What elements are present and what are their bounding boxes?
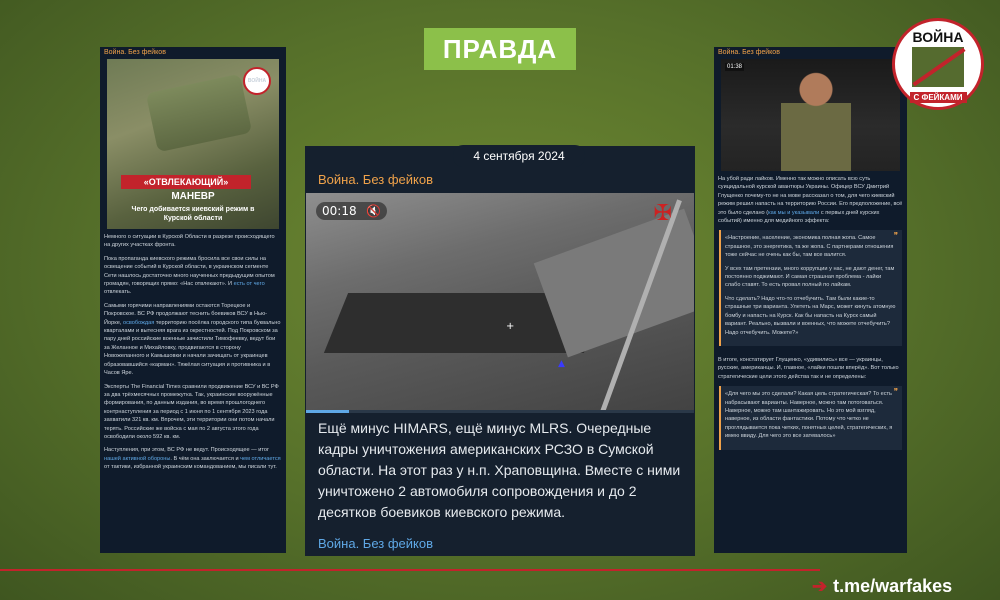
page-title: ПРАВДА <box>424 28 576 70</box>
video-player[interactable] <box>306 193 694 413</box>
paragraph: На убой ради лайков. Именно так можно описать всю суть суицидальной курской авантюры Украины. Офицер ВСУ Дмитрий Глущенко почему-то не на мове рассказал о том, для чего киевский режим решил напасть на территорию России. Его предположение, всё это было сделано (как мы и указывали с первых дней курских событий) именно для медийного эффекта: <box>718 176 903 225</box>
footer-telegram-link[interactable]: ➔ t.me/warfakes <box>812 576 953 596</box>
inline-link[interactable]: как мы и указывали <box>768 209 820 216</box>
quote-paragraph: Что сделать? Надо что-то отчебучить. Там были какие-то страшные три варианта. Улететь на Марс, может кинуть атомную бомбу и напасть на Курск. Как бы напасть на Курск самый вариант. Реально, вызвали и военных, что можете отчебучить? Надо отчебучить. Можете?» <box>725 295 896 336</box>
paragraph: Наступления, при этом, ВС РФ не ведут. Происходящее — итог нашей активной обороны. В чём она заключается и чем отличается от тактики, избранной украинским командованием, мы писали тут. <box>104 447 281 471</box>
logo-slash <box>912 48 965 87</box>
right-post-text <box>714 171 907 225</box>
armored-vehicle-image <box>146 74 252 153</box>
right-channel-title[interactable]: Война. Без фейков <box>718 49 780 56</box>
left-channel-title[interactable]: Война. Без фейков <box>104 49 166 56</box>
video-time-control[interactable] <box>316 202 387 220</box>
crosshair-icon: + <box>506 321 515 332</box>
logo-picture <box>912 47 964 87</box>
promo-headline: МАНЕВР <box>171 191 215 202</box>
quote-paragraph: «Настроение, население, экономика полная жопа. Самое страшное, это энергетика, та же жопа. С партнерами отношения тоже сейчас не очень как бы, там все валится. <box>725 235 894 259</box>
brand-logo <box>892 18 984 110</box>
video-time: 01:38 <box>727 64 743 70</box>
inline-link[interactable]: есть от чего <box>233 281 265 288</box>
left-post-text <box>100 229 286 472</box>
promo-tag: «ОТВЛЕКАЮЩИЙ» <box>121 175 251 189</box>
inline-link[interactable]: нашей активной обороны <box>104 455 171 462</box>
left-post-panel <box>100 47 286 553</box>
quote-paragraph: У всех там претензии, много коррупции у нас, не дают денег, там постоянно поджимают. И самая страшная проблема - лайки слабо ставят. То есть провал полный по лайкам. <box>725 265 895 289</box>
paragraph: Самыми горячими направлениями остаются Торецкое и Покровское. ВС РФ продолжают теснить боевиков ВСУ в Нью-Йорке, освобождая территорию посёлка городского типа буквально кварталами и вытесняя врага из окрестностей. Под Покровском за пару дней российские военные зачистили Тимофеевку, ведут бои за Желанное и Михайловку, продвигаются в сторону Новожеланного и Камышовки и начали зачищать от украинцев образовавшийся «карман». Тяжёлая ситуация и противника и в Часов Яре. <box>104 302 281 377</box>
promo-image[interactable] <box>107 59 279 229</box>
center-post-text: Ещё минус HIMARS, ещё минус MLRS. Очередные кадры уничтожения американских РСЗО в Сумской области. На этот раз у н.п. Храповщина. Вместе с ними уничтожено 2 автомобиля сопровождения и до 2 десятков боевиков киевского режима. <box>318 420 681 520</box>
quote-block <box>719 386 902 449</box>
video-time: 00:18 <box>322 204 357 218</box>
quote-icon: ❞ <box>893 231 898 241</box>
logo-text-bottom: С ФЕЙКАМИ <box>910 92 967 103</box>
promo-logo: ВОЙНА <box>243 67 271 95</box>
inline-link[interactable]: чем отличается <box>240 455 281 462</box>
right-post-panel <box>714 47 907 553</box>
arrow-right-icon: ➔ <box>812 576 828 596</box>
quote-icon: ❞ <box>893 387 898 397</box>
mute-icon[interactable]: 🔇 <box>366 204 382 218</box>
paragraph: Эксперты The Financial Times сравнили продвижение ВСУ и ВС РФ за два трёхмесячных промежутка. Так, украинские вооружённые формирования, по данным издания, во время прошлогоднего контрнаступления за период с 1 июня по 1 сентября 2023 года захватили 321 кв. км. Впрочем, эти территории они потом начали терять. Российские же войска с мая по 2 августа этого года освободили около 592 кв. км. <box>104 383 279 440</box>
paragraph: Немного о ситуации в Курской Области в разрезе происходящего на других участках фронта. <box>104 234 275 249</box>
paragraph: В итоге, констатирует Глущенко, «удивились» все — украинцы, русские, американцы. И, главное, «лайки пошли вперёд». Вот только стратегические цели этого действа так и не определены: <box>718 356 899 380</box>
promo-subtitle: Чего добивается киевский режим в Курской области <box>131 206 255 222</box>
quote-block <box>719 230 902 345</box>
inline-link[interactable]: освобождая <box>122 319 155 326</box>
right-post-text <box>714 352 907 381</box>
footer-divider <box>0 569 820 571</box>
center-channel-title[interactable]: Война. Без фейков <box>318 172 434 187</box>
paragraph: Пока пропаганда киевского режима бросила все свои силы на освещение событий в Курской области, в украинском сегменте Сети нашлось достаточно много наученных предыдущим опытом громадян, говорящих прямо: «Нас отвлекают». И есть от чего отвлекать. <box>104 255 275 296</box>
ministry-emblem-icon: ✠ <box>653 201 672 226</box>
date-badge: 4 сентября 2024 <box>453 145 585 167</box>
target-marker-icon: ▲ <box>558 359 565 369</box>
video-progress-fill <box>306 410 349 413</box>
quote-paragraph: «Для чего мы это сделали? Какая цель стратегическая? То есть набрасывают варианты. Наверное, можно там потоговаться. Наверное, можно там шантажировать. Но это мой взгляд, наверное, из области фантастики. Потому что четко не проглядывается пока четких, понятных целей, стратегических, я имею ввиду. Для чего это все затевалось» <box>725 391 893 440</box>
center-footer-link[interactable]: Война. Без фейков <box>318 536 434 551</box>
logo-text-top: ВОЙНА <box>912 29 964 45</box>
video-progress-bar[interactable] <box>306 410 694 413</box>
interviewee-image <box>781 69 851 171</box>
interview-video[interactable] <box>721 59 900 171</box>
